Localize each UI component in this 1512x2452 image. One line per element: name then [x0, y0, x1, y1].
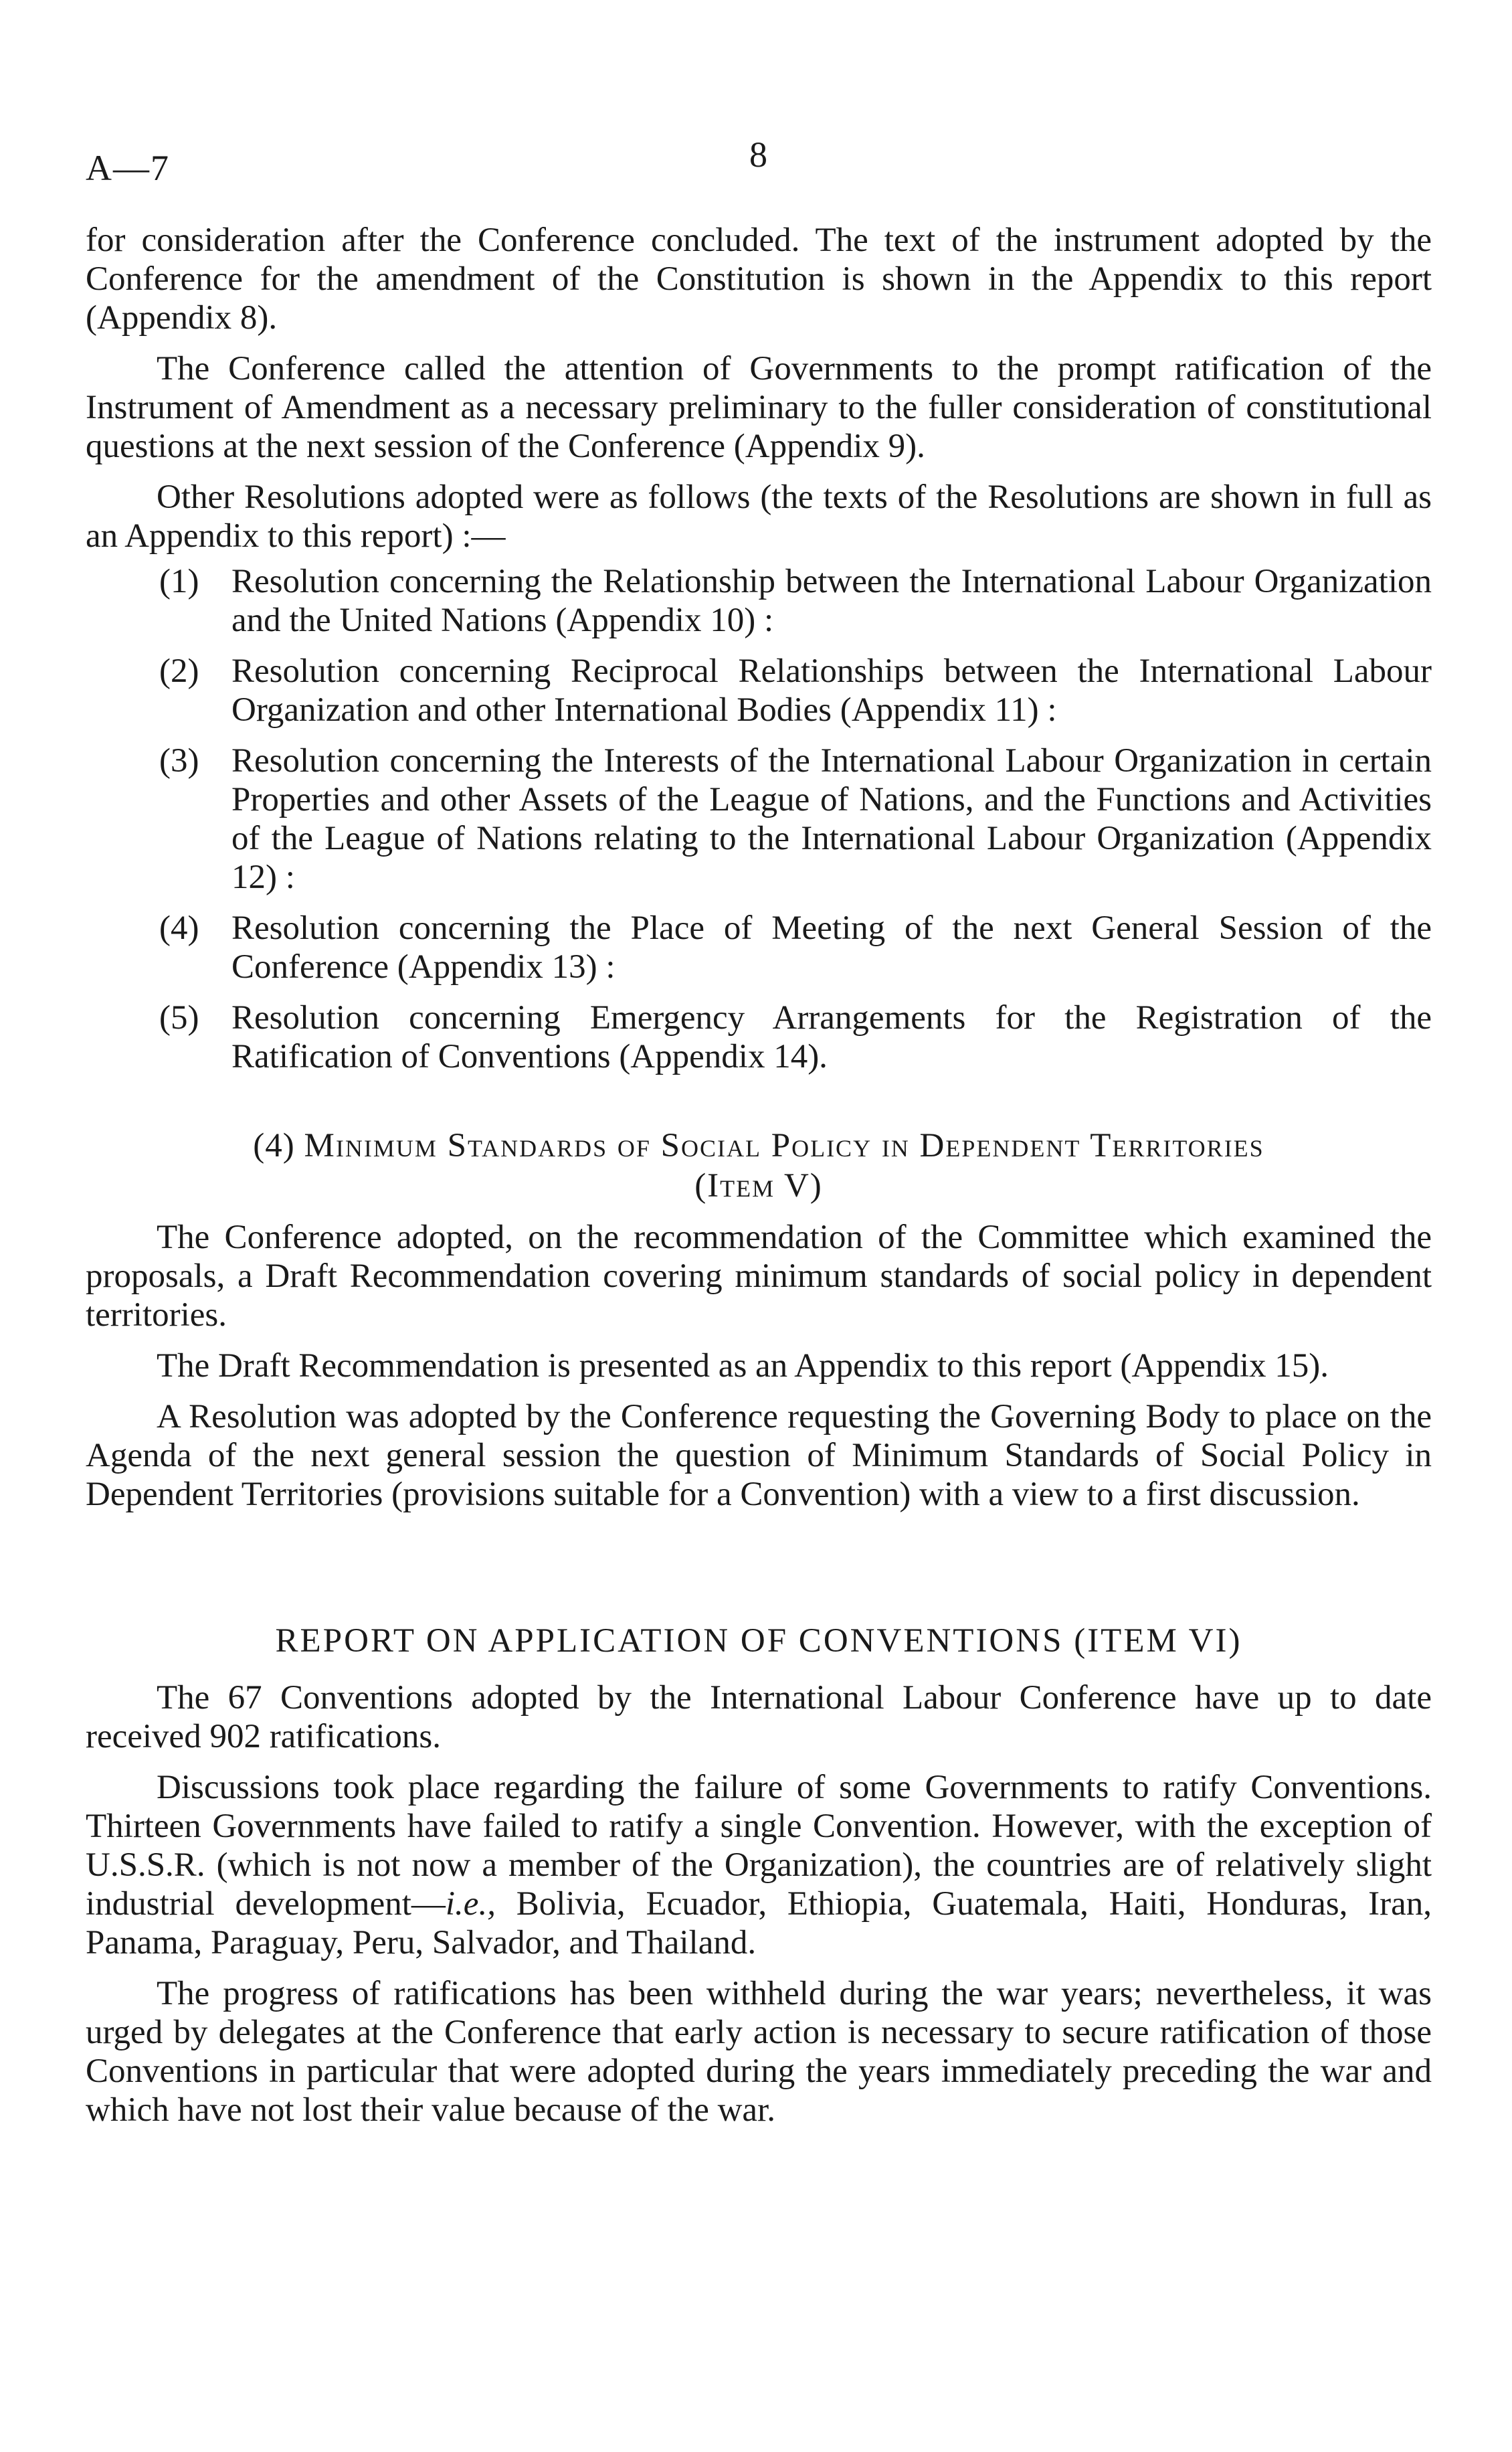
list-item — [86, 998, 1432, 1076]
intro-paragraph-3: Other Resolutions adopted were as follows (the texts of the Resolutions are shown in full as an Appendix to this report) :— — [86, 478, 1432, 555]
list-item-text: Resolution concerning the Interests of the International Labour Organization in certain Properties and other Assets of the League of Nations, and the Functions and Activities of the League of Nations relating to the International Labour Organization (Appendix 12) : — [231, 742, 1432, 896]
list-item-text: Resolution concerning the Relationship between the International Labour Organization and the United Nations (Appendix 10) : — [231, 563, 1432, 639]
document-page — [86, 134, 1432, 2129]
report-heading: REPORT ON APPLICATION OF CONVENTIONS (ITEM VI) — [275, 1622, 1242, 1660]
section-paragraph-1: The Conference adopted, on the recommendation of the Committee which examined the proposals, a Draft Recommendation covering minimum standards of social policy in dependent territories. — [86, 1219, 1432, 1334]
list-item-text: Resolution concerning Emergency Arrangements for the Registration of the Ratification of Conventions (Appendix 14). — [231, 999, 1432, 1075]
page-number: 8 — [749, 135, 767, 175]
section-paragraph-3: A Resolution was adopted by the Conference requesting the Governing Body to place on the Agenda of the next general session the question of Minimum Standards of Social Policy in Dependent Territories (provisions suitable for a Convention) with a view to a first discussion. — [86, 1398, 1432, 1513]
list-item-text: Resolution concerning the Place of Meeting of the next General Session of the Conference (Appendix 13) : — [231, 909, 1432, 986]
resolutions-list — [86, 562, 1432, 1076]
report-paragraph-2-end: Bolivia, Ecuador, Ethiopia, Guatemala, Haiti, Honduras, Iran, Panama, Paraguay, Peru, Salvador, and Thailand. — [86, 1885, 1432, 1961]
intro-paragraph-2: The Conference called the attention of Governments to the prompt ratification of the Instrument of Amendment as a necessary preliminary to the fuller consideration of constitutional questions at the next session of the Conference (Appendix 9). — [86, 350, 1432, 465]
list-item-number: (4) — [159, 909, 199, 947]
document-reference: A—7 — [86, 148, 170, 188]
list-item — [86, 562, 1432, 640]
page-header — [86, 134, 1432, 221]
list-item — [86, 652, 1432, 729]
report-paragraph-2-ie: i.e., — [445, 1885, 496, 1923]
list-item — [86, 741, 1432, 897]
section-paragraph-2: The Draft Recommendation is presented as an Appendix to this report (Appendix 15). — [157, 1347, 1329, 1385]
report-paragraph-1: The 67 Conventions adopted by the International Labour Conference have up to date received 902 ratifications. — [86, 1679, 1432, 1755]
section-title-line — [86, 1126, 1432, 1166]
report-paragraph-2-main: Discussions took place regarding the failure of some Governments to ratify Conventions. Thirteen Governments have failed to ratify a single Convention. However, with the exception of U.S.S.R. (which is not now a member of the Organization), the countries are of relatively slight industrial development— — [86, 1769, 1432, 1923]
list-item — [86, 909, 1432, 986]
list-item-text: Resolution concerning Reciprocal Relationships between the International Labour Organization and other International Bodies (Appendix 11) : — [231, 652, 1432, 729]
report-paragraph-2 — [86, 1768, 1432, 1962]
section-number: (4) — [253, 1127, 295, 1164]
list-item-number: (1) — [159, 563, 199, 600]
intro-paragraph-1: for consideration after the Conference concluded. The text of the instrument adopted by the Conference for the amendment of the Constitution is shown in the Appendix to this report (Appendix 8). — [86, 222, 1432, 337]
section-heading — [86, 1126, 1432, 1206]
list-item-number: (3) — [159, 742, 199, 780]
list-item-number: (5) — [159, 999, 199, 1037]
report-paragraph-3: The progress of ratifications has been withheld during the war years; nevertheless, it was urged by delegates at the Conference that early action is necessary to secure ratification of those Conventions in particular that were adopted during the years immediately preceding the war and which have not lost their value because of the war. — [86, 1975, 1432, 2129]
section-title: Minimum Standards of Social Policy in Dependent Territories — [304, 1127, 1264, 1164]
list-item-number: (2) — [159, 652, 199, 690]
section-subtitle: (Item V) — [694, 1167, 823, 1205]
